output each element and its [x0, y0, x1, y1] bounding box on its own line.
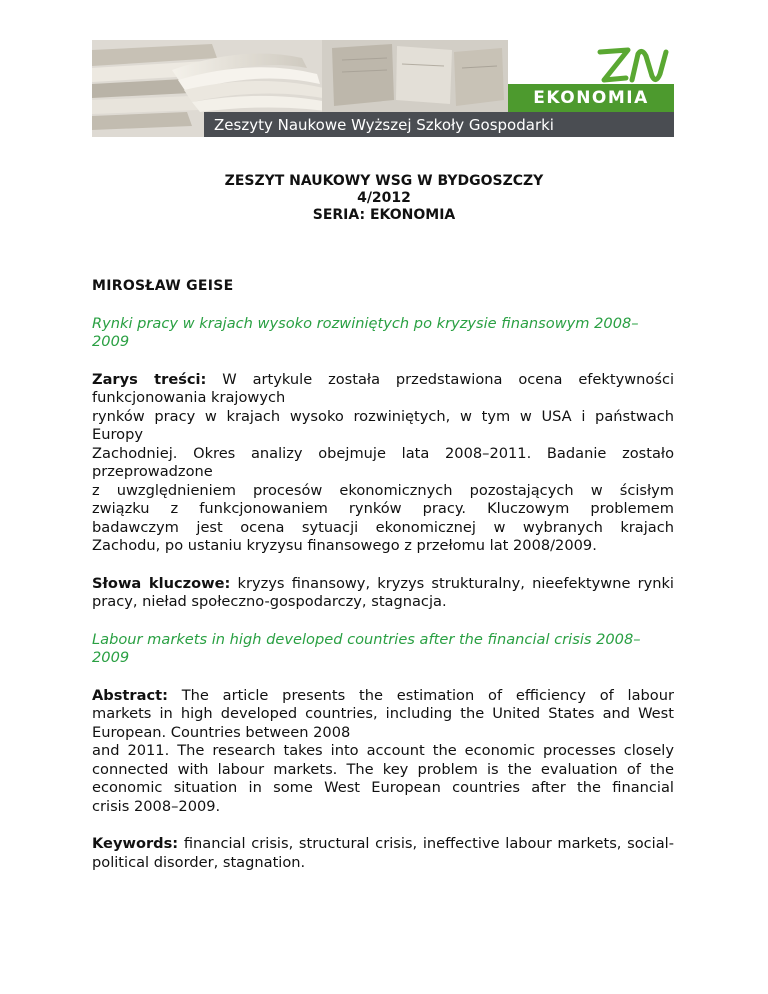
english-keywords-text: financial crisis, structural crisis, ineffective labour markets, social-political disorder, stagnation. [92, 835, 674, 871]
summary-line: z uwzględnieniem procesów ekonomicznych pozostających w ścisłym [92, 481, 674, 499]
abstract-line: connected with labour markets. The key problem is the evaluation of the [92, 760, 674, 778]
polish-keywords [92, 575, 674, 612]
series-header [0, 173, 768, 224]
english-keywords-label: Keywords: [92, 835, 179, 852]
english-title: Labour markets in high developed countries after the financial crisis 2008–2009 [92, 630, 641, 666]
abstract-line: European. Countries between 2008 [92, 723, 351, 741]
polish-keywords-label: Słowa kluczowe: [92, 574, 231, 592]
summary-line: badawczym jest ocena sytuacji ekonomicznej w wybranych krajach [92, 518, 674, 536]
summary-line: związku z funkcjonowaniem rynków pracy. Kluczowym problemem [92, 500, 674, 517]
summary-line: Zarys treści: W artykule została przedstawiona ocena efektywności [92, 370, 675, 388]
english-keywords [92, 835, 674, 872]
abstract-line: crisis 2008–2009. [92, 797, 221, 815]
journal-banner [92, 40, 674, 137]
abstract-line: markets in high developed countries, including the United States and West [92, 705, 674, 722]
abstract-label: Abstract: [92, 686, 168, 704]
abstract-line: and 2011. The research takes into account the economic processes closely [92, 742, 674, 759]
banner-journal-name: Zeszyty Naukowe Wyższej Szkoły Gospodarki [204, 112, 674, 137]
summary-line: przeprowadzone [92, 463, 213, 480]
summary-line: rynków pracy w krajach wysoko rozwiniętych, w tym w USA i państwach [92, 407, 674, 425]
series-header-line-2: 4/2012 [357, 190, 411, 206]
series-header-line-3: SERIA: EKONOMIA [312, 207, 456, 223]
zn-logo-icon [586, 42, 674, 88]
english-abstract [92, 687, 674, 817]
article-content [92, 277, 674, 872]
polish-title: Rynki pracy w krajach wysoko rozwiniętych po kryzysie finansowym 2008–2009 [92, 314, 639, 350]
abstract-line: economic situation in some West European countries after the financial [92, 779, 674, 796]
summary-label: Zarys treści: [92, 370, 207, 388]
summary-line: Zachodu, po ustaniu kryzysu finansowego z przełomu lat 2008/2009. [92, 537, 597, 554]
summary-line: funkcjonowania krajowych [92, 389, 286, 406]
polish-keywords-text: kryzys finansowy, kryzys strukturalny, nieefektywne rynki pracy, nieład społeczno-gospodarczy, stagnacja. [92, 574, 674, 610]
banner-logo-label: EKONOMIA [508, 84, 674, 112]
series-header-line-1: ZESZYT NAUKOWY WSG W BYDGOSZCZY [224, 173, 544, 189]
abstract-line: Abstract: The article presents the estimation of efficiency of labour [92, 686, 674, 704]
author-name: MIROSŁAW GEISE [92, 278, 234, 294]
summary-line: Europy [92, 426, 143, 443]
summary-line: Zachodniej. Okres analizy obejmuje lata 2008–2011. Badanie zostało [92, 444, 674, 462]
polish-summary [92, 371, 674, 556]
